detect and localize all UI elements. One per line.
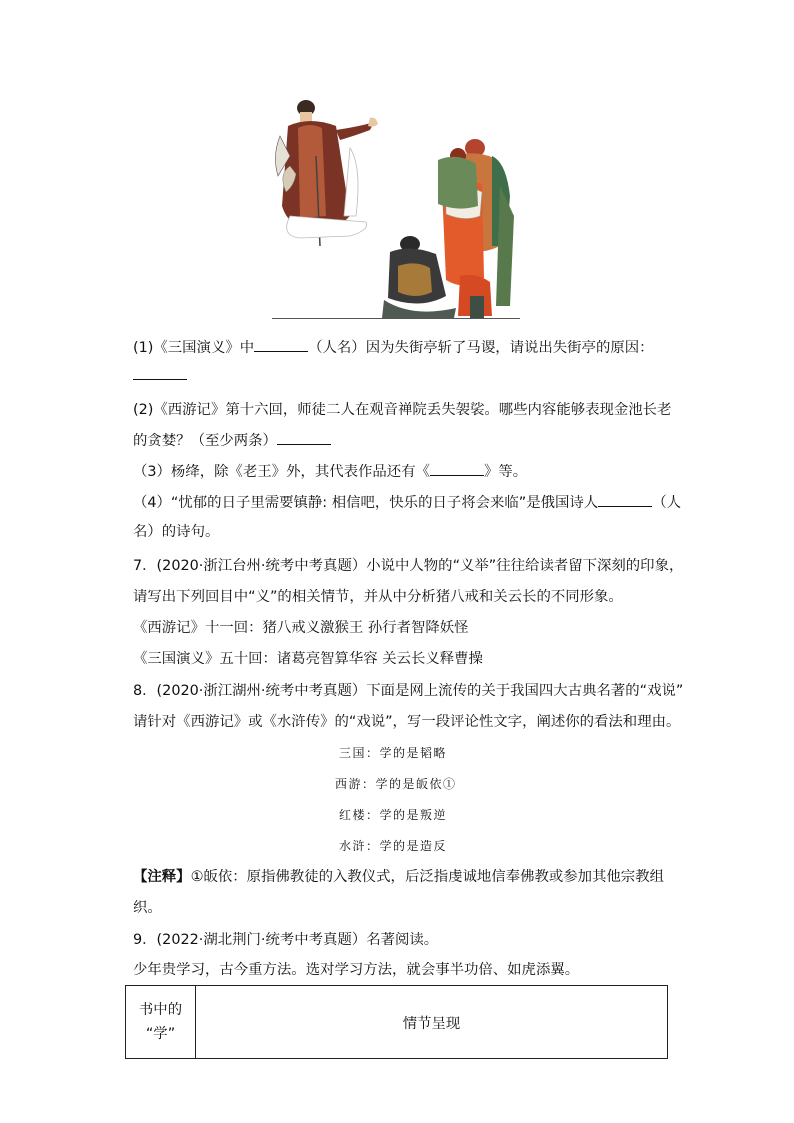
quote-sanguo: 三国：学的是韬略 [339,746,448,760]
q6-item-2-line-1: (2)《西游记》第十六回，师徒二人在观音禅院丢失袈裟。哪些内容能够表现金池长老 [133,402,672,418]
q8-note-line-2: 织。 [133,900,162,916]
quote-shuihu: 水浒：学的是造反 [339,839,448,853]
q7-line-1: 7．(2020·浙江台州·统考中考真题）小说中人物的“义举”往往给读者留下深刻的印象， [133,558,684,574]
q6-item-1 [133,337,654,358]
q9-table [125,985,668,1059]
answer-blank[interactable] [277,430,331,445]
table-header-col-2: 情节呈现 [402,1015,461,1032]
note-label: 【注释】 [133,869,191,885]
q7-line-4: 《三国演义》五十回：诸葛亮智算华容 关云长义释曹操 [133,651,483,667]
illustration-underline [272,318,520,319]
q6-item-2-line-2 [133,430,331,451]
table-header-col-1-line-1: 书中的 [138,1002,183,1018]
q6-item-3 [133,461,527,482]
q9-line-1: 9．(2022·湖北荆门·统考中考真题）名著阅读。 [133,932,439,948]
q7-line-3: 《西游记》十一回：猪八戒义激猴王 孙行者智降妖怪 [133,620,469,636]
answer-blank[interactable] [254,337,308,352]
quote-honglou: 红楼：学的是叛逆 [339,808,448,822]
q6-item-1-text-a: (1)《三国演义》中 [133,340,255,356]
illustration-zhuge-liang-ma-su [270,96,522,320]
answer-blank[interactable] [133,365,187,380]
q8-note-line-1 [133,867,664,887]
q6-item-3-text-a: （3）杨绛，除《老王》外，其代表作品还有《 [133,464,430,480]
answer-blank[interactable] [430,461,484,476]
q8-line-1: 8．(2020·浙江湖州·统考中考真题）下面是网上流传的关于我国四大古典名著的“戏说” [133,683,684,699]
q6-item-3-text-b: 》等。 [483,464,528,480]
q6-item-1-text-b: （人名）因为失街亭斩了马谡，请说出失街亭的原因： [308,340,654,356]
q6-item-4-line-2: 名）的诗句。 [133,524,220,540]
zhuge-liang-figure [275,100,378,246]
q6-item-1-answer [133,365,187,386]
q6-item-4-line-1 [133,492,681,513]
quote-xiyou: 西游：学的是皈依① [335,777,457,791]
q8-line-2: 请针对《西游记》或《水浒传》的“戏说”，写一段评论性文字，阐述你的看法和理由。 [133,714,681,730]
q6-item-4-text-b: （人 [652,495,682,511]
note-text: ①皈依：原指佛教徒的入教仪式，后泛指虔诚地信奉佛教或参加其他宗教组 [190,869,664,885]
soldiers-figure [382,139,514,318]
answer-blank[interactable] [598,492,652,507]
q9-line-2: 少年贵学习，古今重方法。选对学习方法，就会事半功倍、如虎添翼。 [133,962,580,978]
table-header-col-1 [126,986,195,1058]
q7-line-2: 请写出下列回目中“义”的相关情节，并从中分析猪八戒和关云长的不同形象。 [133,589,623,605]
q6-item-2-text: 的贪婪？（至少两条） [133,433,277,449]
table-header-col-1-line-2: “学” [145,1026,176,1042]
q6-item-4-text-a: （4）“忧郁的日子里需要镇静: 相信吧，快乐的日子将会来临”是俄国诗人 [133,495,599,511]
